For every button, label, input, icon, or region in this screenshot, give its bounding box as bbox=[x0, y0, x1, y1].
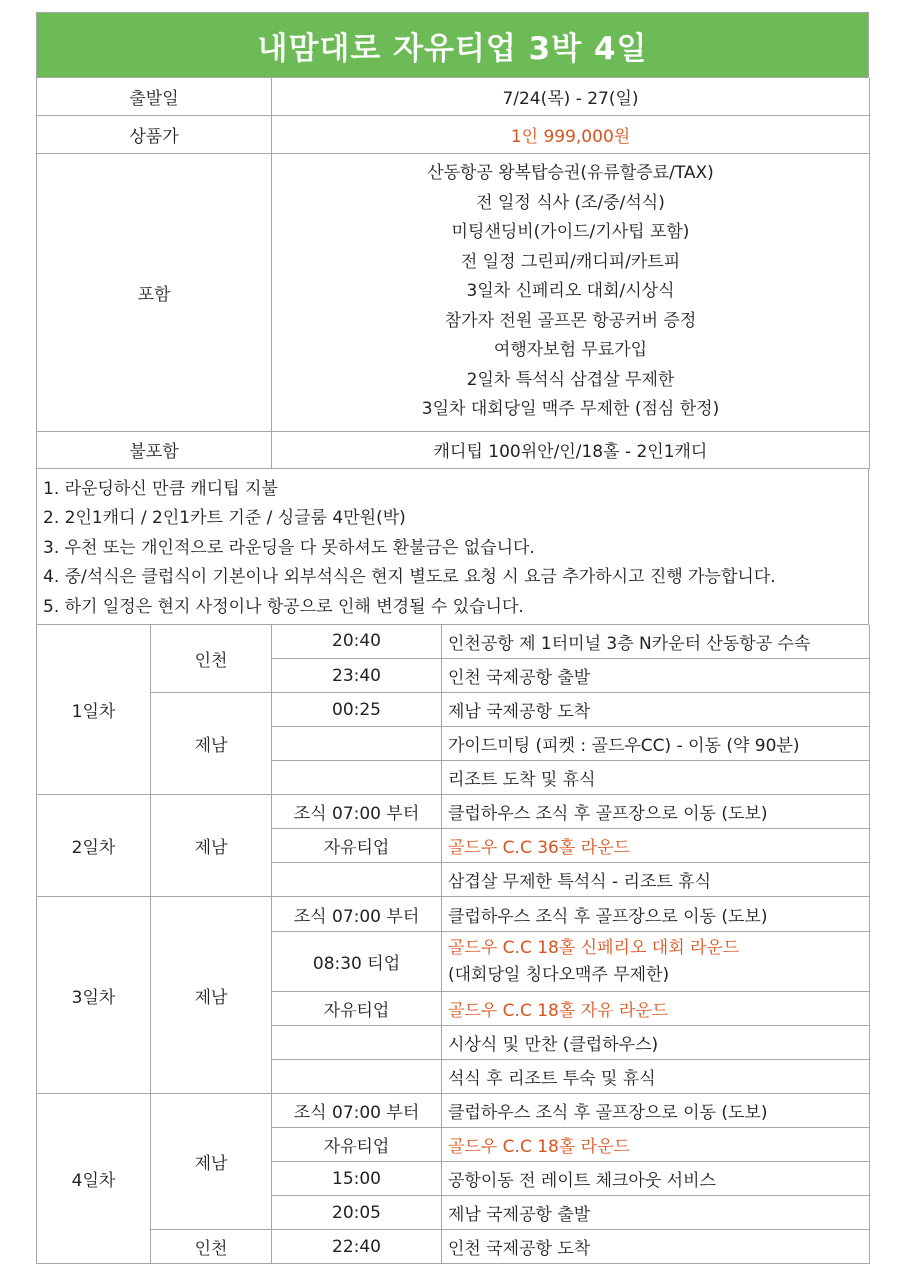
note-line: 1. 라운딩하신 만큼 캐디팁 지불 bbox=[43, 478, 278, 499]
day-label: 3일차 bbox=[37, 897, 151, 1094]
schedule-row bbox=[37, 897, 870, 932]
departure-row bbox=[37, 78, 870, 115]
time-cell: 조식 07:00 부터 bbox=[272, 897, 442, 932]
activity-cell: 인천 국제공항 출발 bbox=[442, 659, 870, 693]
time-cell: 자유티업 bbox=[272, 829, 442, 863]
activity-cell: 가이드미팅 (피켓 : 골드우CC) - 이동 (약 90분) bbox=[442, 727, 870, 761]
time-cell bbox=[272, 863, 442, 897]
time-cell: 00:25 bbox=[272, 693, 442, 727]
schedule-row bbox=[37, 625, 870, 659]
activity-line: (대회당일 칭다오맥주 무제한) bbox=[448, 964, 670, 985]
time-cell: 08:30 티업 bbox=[272, 932, 442, 992]
excluded-value: 캐디팁 100위안/인/18홀 - 2인1캐디 bbox=[272, 431, 870, 468]
activity-cell: 클럽하우스 조식 후 골프장으로 이동 (도보) bbox=[442, 795, 870, 829]
location-label: 제남 bbox=[151, 693, 272, 795]
location-label: 인천 bbox=[151, 625, 272, 693]
schedule-row bbox=[37, 795, 870, 829]
included-item: 3일차 대회당일 맥주 무제한 (점심 한정) bbox=[421, 399, 720, 420]
included-item: 전 일정 식사 (조/중/석식) bbox=[476, 192, 665, 213]
activity-cell: 석식 후 리조트 투숙 및 휴식 bbox=[442, 1060, 870, 1094]
time-cell: 조식 07:00 부터 bbox=[272, 795, 442, 829]
activity-cell: 제남 국제공항 출발 bbox=[442, 1196, 870, 1230]
location-label: 제남 bbox=[151, 1094, 272, 1230]
excluded-label: 불포함 bbox=[37, 431, 272, 468]
schedule-table bbox=[36, 625, 870, 1265]
departure-value: 7/24(목) - 27(일) bbox=[272, 78, 870, 115]
activity-cell: 클럽하우스 조식 후 골프장으로 이동 (도보) bbox=[442, 1094, 870, 1128]
summary-table bbox=[36, 78, 870, 469]
time-cell: 자유티업 bbox=[272, 992, 442, 1026]
included-item: 전 일정 그린피/캐디피/카트피 bbox=[460, 251, 681, 272]
note-line: 5. 하기 일정은 현지 사정이나 항공으로 인해 변경될 수 있습니다. bbox=[43, 596, 524, 617]
activity-cell-highlight: 골드우 C.C 36홀 라운드 bbox=[442, 829, 870, 863]
time-cell bbox=[272, 1060, 442, 1094]
time-cell: 조식 07:00 부터 bbox=[272, 1094, 442, 1128]
activity-cell: 인천공항 제 1터미널 3층 N카운터 산동항공 수속 bbox=[442, 625, 870, 659]
included-item: 산동항공 왕복탑승권(유류할증료/TAX) bbox=[427, 163, 714, 184]
activity-cell: 시상식 및 만찬 (클럽하우스) bbox=[442, 1026, 870, 1060]
location-label: 제남 bbox=[151, 897, 272, 1094]
time-cell: 23:40 bbox=[272, 659, 442, 693]
notes-box bbox=[36, 469, 869, 625]
activity-cell: 인천 국제공항 도착 bbox=[442, 1230, 870, 1264]
included-item: 3일차 신페리오 대회/시상식 bbox=[466, 281, 675, 302]
day-label: 4일차 bbox=[37, 1094, 151, 1264]
itinerary-document bbox=[36, 12, 869, 1264]
page-title: 내맘대로 자유티업 3박 4일 bbox=[36, 12, 869, 78]
activity-cell: 리조트 도착 및 휴식 bbox=[442, 761, 870, 795]
activity-cell: 삼겹살 무제한 특석식 - 리조트 휴식 bbox=[442, 863, 870, 897]
included-item: 참가자 전원 골프몬 항공커버 증정 bbox=[444, 310, 697, 331]
included-row bbox=[37, 153, 870, 431]
note-line: 2. 2인1캐디 / 2인1카트 기준 / 싱글룸 4만원(박) bbox=[43, 508, 406, 528]
time-cell: 22:40 bbox=[272, 1230, 442, 1264]
activity-line-highlight: 골드우 C.C 18홀 신페리오 대회 라운드 bbox=[448, 937, 740, 958]
day-label: 1일차 bbox=[37, 625, 151, 795]
included-list bbox=[272, 153, 870, 431]
location-label: 제남 bbox=[151, 795, 272, 897]
included-label: 포함 bbox=[37, 153, 272, 431]
price-label: 상품가 bbox=[37, 115, 272, 153]
departure-label: 출발일 bbox=[37, 78, 272, 115]
included-item: 미팅샌딩비(가이드/기사팁 포함) bbox=[451, 222, 690, 243]
note-line: 4. 중/석식은 클럽식이 기본이나 외부석식은 현지 별도로 요청 시 요금 추가하시고 진행 가능합니다. bbox=[43, 567, 776, 587]
time-cell: 20:05 bbox=[272, 1196, 442, 1230]
included-item: 여행자보험 무료가입 bbox=[493, 340, 648, 361]
activity-cell-highlight: 골드우 C.C 18홀 라운드 bbox=[442, 1128, 870, 1162]
schedule-row bbox=[37, 693, 870, 727]
price-row bbox=[37, 115, 870, 153]
time-cell: 15:00 bbox=[272, 1162, 442, 1196]
activity-cell-highlight: 골드우 C.C 18홀 자유 라운드 bbox=[442, 992, 870, 1026]
activity-cell: 클럽하우스 조식 후 골프장으로 이동 (도보) bbox=[442, 897, 870, 932]
schedule-row bbox=[37, 1230, 870, 1264]
price-value: 1인 999,000원 bbox=[272, 115, 870, 153]
time-cell bbox=[272, 1026, 442, 1060]
activity-cell: 제남 국제공항 도착 bbox=[442, 693, 870, 727]
note-line: 3. 우천 또는 개인적으로 라운딩을 다 못하셔도 환불금은 없습니다. bbox=[43, 537, 535, 558]
included-item: 2일차 특석식 삼겹살 무제한 bbox=[466, 369, 675, 390]
time-cell bbox=[272, 727, 442, 761]
time-cell bbox=[272, 761, 442, 795]
excluded-row bbox=[37, 431, 870, 468]
time-cell: 20:40 bbox=[272, 625, 442, 659]
day-label: 2일차 bbox=[37, 795, 151, 897]
location-label: 인천 bbox=[151, 1230, 272, 1264]
activity-cell-multiline bbox=[442, 932, 870, 992]
activity-cell: 공항이동 전 레이트 체크아웃 서비스 bbox=[442, 1162, 870, 1196]
schedule-row bbox=[37, 1094, 870, 1128]
time-cell: 자유티업 bbox=[272, 1128, 442, 1162]
